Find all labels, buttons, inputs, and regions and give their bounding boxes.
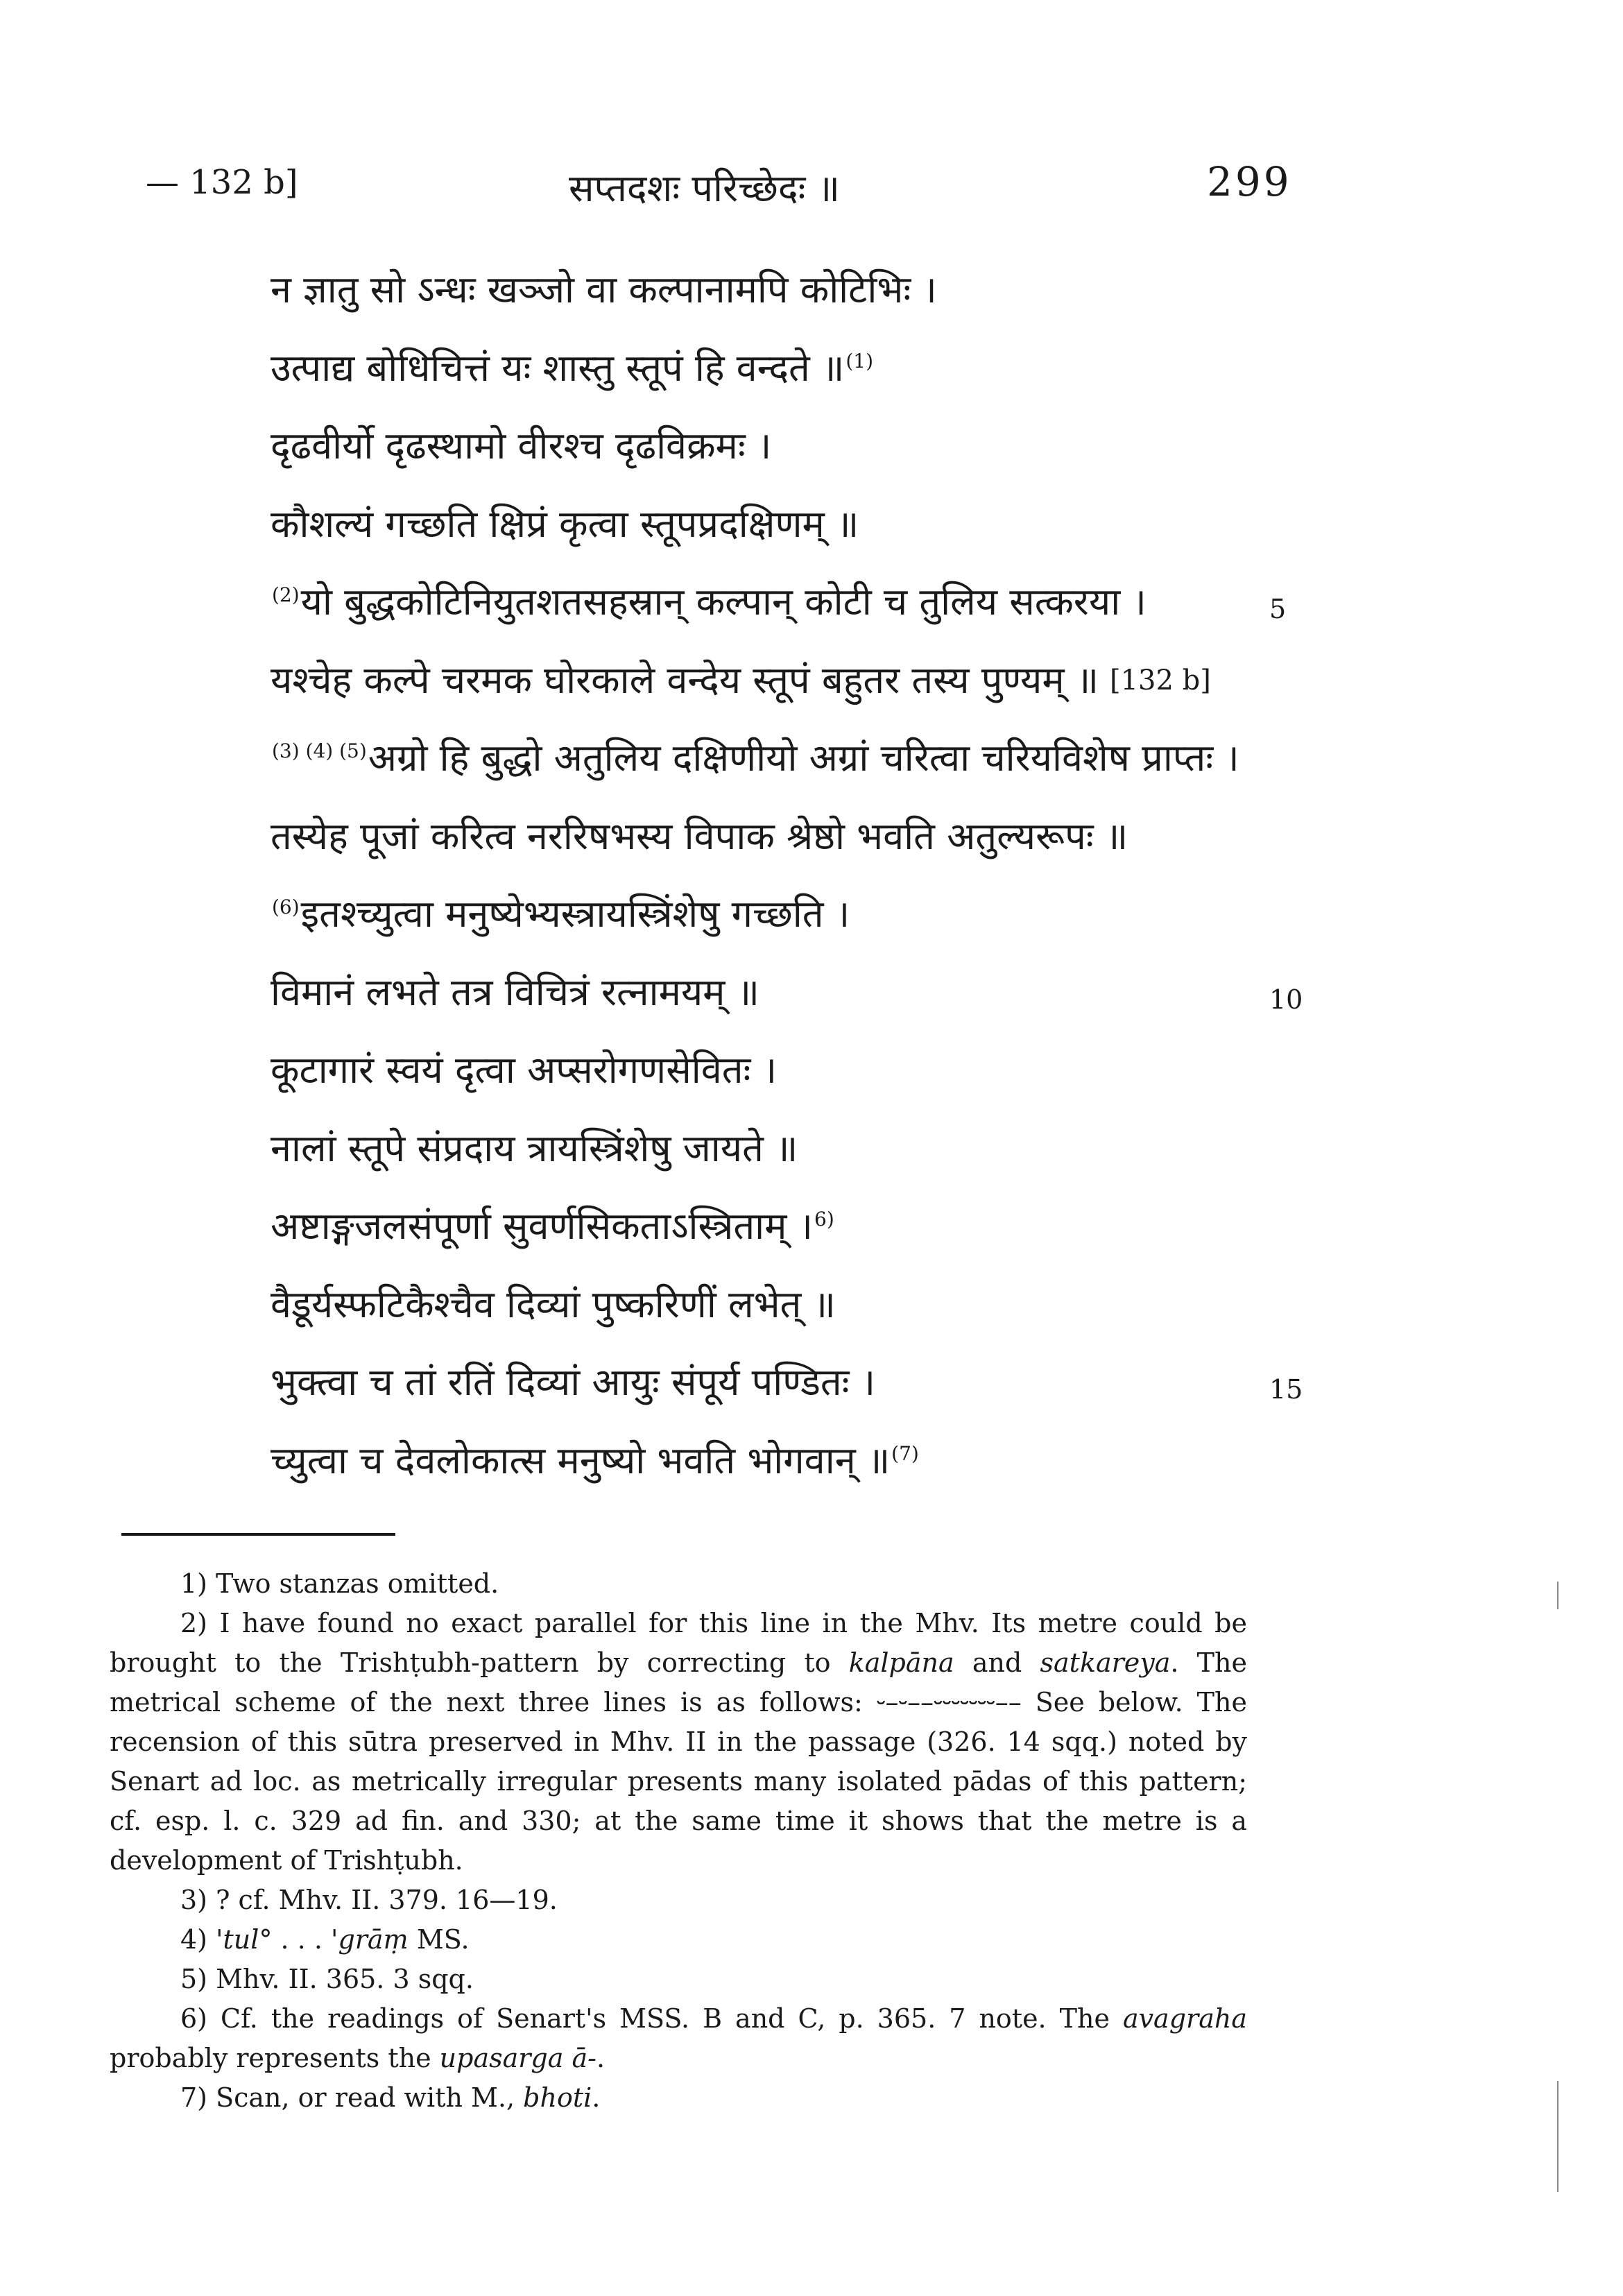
footnote-5: 5) Mhv. II. 365. 3 sqq. bbox=[180, 1964, 474, 1994]
verse-line bbox=[270, 262, 1450, 341]
verse-block bbox=[270, 262, 1450, 1511]
verse-line bbox=[270, 497, 1450, 575]
margin-mark bbox=[1557, 1582, 1558, 1609]
footnotes bbox=[110, 1564, 1247, 2118]
footnote-6: 6) Cf. the readings of Senart's MSS. B and C, p. 365. 7 note. The avagraha probably represents the upasarga ā-. bbox=[110, 2003, 1247, 2073]
verse-line bbox=[270, 1121, 1450, 1199]
line-number: 5 bbox=[1269, 594, 1287, 624]
verse-line bbox=[270, 730, 1450, 809]
footnote-marker: (2) bbox=[272, 583, 300, 606]
footnote-marker: (6) bbox=[272, 896, 300, 918]
verse-line bbox=[270, 886, 1450, 965]
chapter-title: सप्तदशः परिच्छेदः ॥ bbox=[569, 166, 840, 210]
verse-line bbox=[270, 574, 1450, 653]
verse-text: च्युत्वा च देवलोकात्स मनुष्यो भवति भोगवान् ॥ bbox=[270, 1438, 891, 1482]
verse-text: अग्रो हि बुद्धो अतुलिय दक्षिणीयो अग्रां चरित्वा चरियविशेष प्राप्तः । bbox=[368, 736, 1239, 780]
footnote-4: 4) 'tul° . . . 'grāṃ MS. bbox=[180, 1924, 470, 1955]
verse-text: अष्टाङ्गजलसंपूर्णा सुवर्णसिकताऽस्त्रिताम् । bbox=[270, 1204, 814, 1248]
verse-text: तस्येह पूजां करित्व नररिषभस्य विपाक श्रेष्ठो भवति अतुल्यरूपः ॥ bbox=[270, 814, 1128, 858]
verse-text: दृढवीर्यो दृढस्थामो वीरश्च दृढविक्रमः । bbox=[270, 424, 772, 468]
footnote-marker: (3) (4) (5) bbox=[272, 739, 367, 762]
verse-line bbox=[270, 341, 1450, 419]
verse-line bbox=[270, 809, 1450, 887]
verse-text: न ज्ञातु सो ऽन्धः खञ्जो वा कल्पानामपि कोटिभिः । bbox=[270, 268, 937, 311]
verse-line bbox=[270, 653, 1450, 731]
page-number: 299 bbox=[1207, 158, 1292, 205]
margin-mark bbox=[1557, 2081, 1558, 2192]
footnote-7: 7) Scan, or read with M., bhoti. bbox=[180, 2082, 601, 2113]
verse-text: विमानं लभते तत्र विचित्रं रत्नामयम् ॥ bbox=[270, 970, 759, 1014]
footnote-3: 3) ? cf. Mhv. II. 379. 16—19. bbox=[180, 1885, 558, 1915]
verse-text: कूटागारं स्वयं दृत्वा अप्सरोगणसेवितः । bbox=[270, 1048, 778, 1092]
verse-line bbox=[270, 1043, 1450, 1121]
folio-reference: [132 b] bbox=[1110, 664, 1211, 696]
verse-text: यो बुद्धकोटिनियुतशतसहस्रान् कल्पान् कोटी च तुलिय सत्करया । bbox=[300, 580, 1147, 624]
verse-text: वैडूर्यस्फटिकैश्चैव दिव्यां पुष्करिणीं लभेत् ॥ bbox=[270, 1282, 836, 1326]
verse-text: भुक्त्वा च तां रतिं दिव्यां आयुः संपूर्य पण्डितः । bbox=[270, 1360, 876, 1404]
verse-text: उत्पाद्य बोधिचित्तं यः शास्तु स्तूपं हि वन्दते ॥ bbox=[270, 345, 845, 390]
footnote-rule bbox=[121, 1533, 395, 1536]
verse-line bbox=[270, 1433, 1450, 1511]
verse-line bbox=[270, 1199, 1450, 1277]
verse-line bbox=[270, 1355, 1450, 1433]
line-number: 10 bbox=[1269, 984, 1303, 1015]
verse-text: इतश्च्युत्वा मनुष्येभ्यस्त्रायस्त्रिंशेषु गच्छति । bbox=[300, 892, 850, 936]
footnote-1: 1) Two stanzas omitted. bbox=[180, 1568, 499, 1599]
footnote-marker: 6) bbox=[814, 1208, 834, 1231]
running-head-left: — 132 b] bbox=[146, 163, 298, 202]
verse-line bbox=[270, 418, 1450, 497]
verse-text: नालां स्तूपे संप्रदाय त्रायस्त्रिंशेषु जायते ॥ bbox=[270, 1126, 798, 1170]
verse-line bbox=[270, 1277, 1450, 1355]
verse-text: यश्चेह कल्पे चरमक घोरकाले वन्देय स्तूपं बहुतर तस्य पुण्यम् ॥ bbox=[270, 658, 1099, 702]
footnote-marker: (7) bbox=[891, 1441, 919, 1465]
footnote-2: 2) I have found no exact parallel for this line in the Mhv. Its metre could be brought to the Trishṭubh-pattern by correcting to kalpāna and satkareya. The metrical scheme of the next three lines is as follows: ⏑–⏑––⏑⏑⏑⏑⏑⏑⏑–– See below. The recension of this sūtra preserved in Mhv. II in the passage (326. 14 sqq.) noted by Senart ad loc. as metrically irregular presents many isolated pādas of this pattern; cf. esp. l. c. 329 ad fin. and 330; at the same time it shows that the metre is a development of Trishṭubh. bbox=[110, 1608, 1247, 1876]
verse-line bbox=[270, 965, 1450, 1043]
verse-text: कौशल्यं गच्छति क्षिप्रं कृत्वा स्तूपप्रदक्षिणम् ॥ bbox=[270, 502, 859, 546]
line-number: 15 bbox=[1269, 1374, 1303, 1405]
footnote-marker: (1) bbox=[845, 349, 874, 372]
